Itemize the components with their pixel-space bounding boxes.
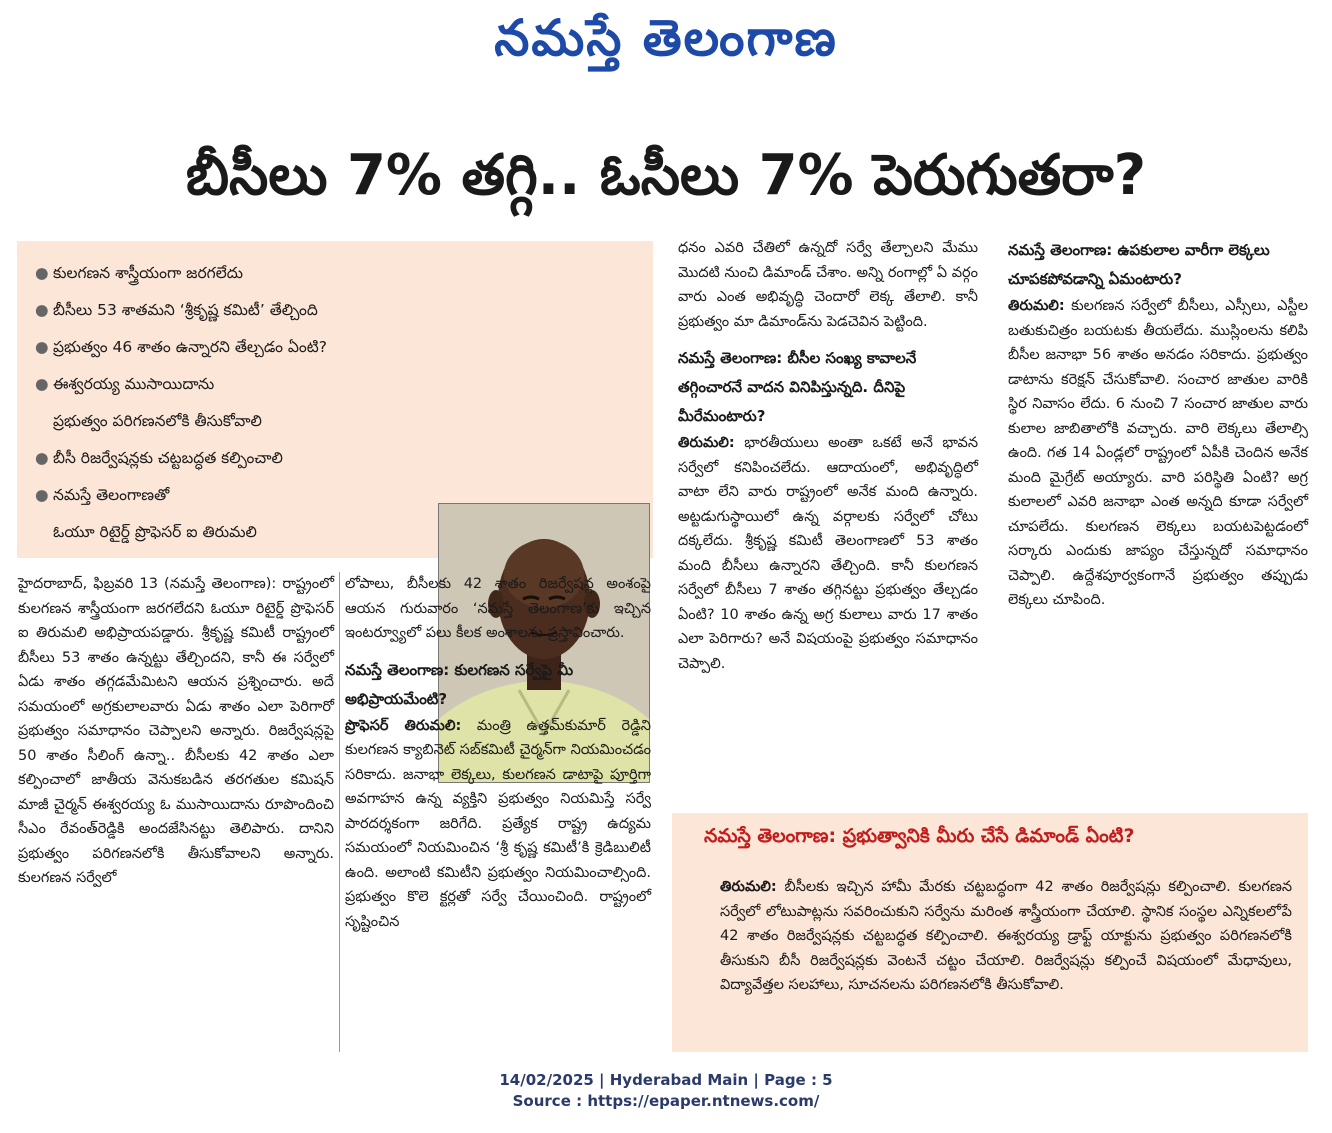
bullet-icon: ● [35,338,49,356]
bullet-icon: ● [35,301,49,319]
article-column-2 [345,572,651,934]
interview-question: నమస్తే తెలంగాణ: ప్రభుత్వానికి మీరు చేసే డిమాండ్ ఏంటి? [704,825,1135,847]
interview-answer: తిరుమలి: బీసీలకు ఇచ్చిన హామీ మేరకు చట్టబద్ధంగా 42 శాతం రిజర్వేషన్లు కల్పించాలి. కులగణన సర్వేలో లోటుపాట్లను సవరించుకుని సర్వేను మరింత శాస్త్రీయంగా చేయాలి. స్థానిక సంస్థల ఎన్నికలలోపే 42 శాతం రిజర్వేషన్లకు చట్టబద్ధత కల్పించాలి. ఈశ్వరయ్య డ్రాఫ్ట్ యాక్టును ప్రభుత్వం పరిగణనలోకి తీసుకుని బీసీ రిజర్వేషన్లకు వెంటనే చట్టం చేయాలి. రిజర్వేషన్లు కల్పించే విషయంలో మేధావులు, విద్యావేత్తల సలహాలు, సూచనలను పరిగణనలోకి తీసుకోవాలి. [720,879,1292,993]
highlight-item: ● ప్రభుత్వం 46 శాతం ఉన్నారని తేల్చడం ఏంటి? [31,329,423,366]
bullet-icon: ● [35,449,49,467]
page-footer [0,1070,1332,1112]
bullet-icon: ● [35,264,49,282]
edition-info: 14/02/2025 | Hyderabad Main | Page : 5 [499,1071,833,1089]
interview-answer: తిరుమలి: కులగణన సర్వేలో బీసీలు, ఎస్సీలు, ఎస్టీల బతుకుచిత్రం బయటకు తీయలేదు. ముస్లింలను కలిపి బీసీల జనాభా 56 శాతం అనడం సరికాదు. ప్రభుత్వం డాటాను కరెక్షన్ చేసుకోవాలి. సంచార జాతుల వారికి స్థిర నివాసం లేదు. 6 నుంచి 7 సంచార జాతుల వారు కులాల జాబితాలోకి వచ్చారు. వారి లెక్కలు తేలాల్సి ఉంది. గత 14 ఏండ్లలో రాష్ట్రంలో ఏపీకి చెందిన అనేక మంది మైగ్రేట్ అయ్యారు. వారి పరిస్థితి ఏంటి? అగ్ర కులాలలో ఎవరి జనాభా ఎంత అన్నది కూడా సర్వేలో చూపలేదు. కులగణన లెక్కలు బయటపెట్టడంలో సర్కారు ఎందుకు జాప్యం చేస్తున్నదో సమాధానం చెప్పాలి. ఉద్దేశపూర్వకంగానే ప్రభుత్వం తప్పుడు లెక్కలు చూపింది. [1008,298,1308,608]
demand-box [672,813,1308,1052]
highlight-item: ● ఈశ్వరయ్య ముసాయిదాను ప్రభుత్వం పరిగణనలోకి తీసుకోవాలి [31,366,423,440]
speaker-label: ప్రొఫెసర్ తిరుమలి: [345,717,462,734]
interview-question: నమస్తే తెలంగాణ: కులగణన సర్వేపై మీ అభిప్రాయమేంటి? [345,660,574,708]
bullet-icon: ● [35,375,49,393]
interview-answer: తిరుమలి: భారతీయులు అంతా ఒకటే అనే భావన సర్వేలో కనిపించలేదు. ఆదాయంలో, అభివృద్ధిలో వాటా లేని వారు రాష్ట్రంలో అనేక మంది ఉన్నారు. అట్టడుగుస్థాయిలో ఉన్న వర్గాలకు సర్వేలో చోటు దక్కలేదు. శ్రీకృష్ణ కమిటీ తెలంగాణలో 53 శాతం మంది బీసీలు ఉన్నారని తేల్చింది. కానీ కులగణన సర్వేలో బీసీలు 7 శాతం తగ్గినట్టు ప్రభుత్వం తేల్చడం ఏంటి? 10 శాతం ఉన్న అగ్ర కులాలు వారు 17 శాతం ఎలా పెరిగారు? అనే విషయంపై ప్రభుత్వం సమాధానం చెప్పాలి. [678,435,979,672]
article-headline: బీసీలు 7% తగ్గి.. ఓసీలు 7% పెరుగుతరా? [185,143,1147,208]
speaker-label: తిరుమలి: [720,879,777,895]
column-divider [339,572,340,1052]
highlights-box [17,241,653,558]
article-column-4 [1008,236,1308,613]
highlight-item: ● నమస్తే తెలంగాణతో ఓయూ రిటైర్డ్ ప్రొఫెసర్ ఐ తిరుమలి [31,477,423,551]
masthead-logo: నమస్తే తెలంగాణ [494,8,838,67]
highlight-item: ● కులగణన శాస్త్రీయంగా జరగలేదు [31,255,423,292]
highlights-list [31,255,423,551]
article-column-1 [18,572,334,891]
interview-answer: ప్రొఫెసర్ తిరుమలి: మంత్రి ఉత్తమ్‌కుమార్ రెడ్డిని కులగణన క్యాబినెట్ సబ్‌కమిటీ చైర్మన్‌గా నియమించడం సరికాదు. జనాభా లెక్కలు, కులగణన డాటాపై పూర్తిగా అవగాహన ఉన్న వ్యక్తిని ప్రభుత్వం నియమిస్తే సర్వే పారదర్శకంగా జరిగేది. ప్రత్యేక రాష్ట్ర ఉద్యమ సమయంలో నియమించిన ‘శ్రీ కృష్ణ కమిటీ’కి క్రెడిబులిటీ ఉంది. అలాంటి కమిటీని ప్రభుత్వం నియమించాల్సింది. ప్రభుత్వం కొలె క్టర్లతో సర్వే చేయించింది. రాష్ట్రంలో సృష్టించిన [345,717,651,930]
interview-question: నమస్తే తెలంగాణ: బీసీల సంఖ్య కావాలనే తగ్గించారనే వాదన వినిపిస్తున్నది. దీనిపై మీరేమంటారు? [678,349,917,425]
interview-question: నమస్తే తెలంగాణ: ఉపకులాల వారీగా లెక్కలు చూపకపోవడాన్ని ఏమంటారు? [1008,241,1270,288]
speaker-label: తిరుమలి: [678,435,735,451]
bullet-icon: ● [35,486,49,504]
highlight-item: ● బీసీలు 53 శాతమని ‘శ్రీకృష్ణ కమిటీ’ తేల్చింది [31,292,423,329]
highlight-item: ● బీసీ రిజర్వేషన్లకు చట్టబద్ధత కల్పించాలి [31,440,423,477]
article-paragraph: లోపాలు, బీసీలకు 42 శాతం రిజర్వేషన్ల అంశంపై ఆయన గురువారం ‘నమస్తే తెలంగాణ’కు ఇచ్చిన ఇంటర్వ్యూలో పలు కీలక అంశాలను ప్రస్తావించారు. [345,576,651,641]
article-column-3 [678,236,978,676]
article-paragraph: ధనం ఎవరి చేతిలో ఉన్నదో సర్వే తేల్చాలని మేము మొదటి నుంచి డిమాండ్ చేశాం. అన్ని రంగాల్లో ఏ వర్గం వారు ఎంత అభివృద్ధి చెందారో లెక్క తేలాలి. కానీ ప్రభుత్వం మా డిమాండ్‌ను పెడచెవిన పెట్టింది. [678,240,978,330]
source-link[interactable]: Source : https://epaper.ntnews.com/ [512,1092,820,1110]
speaker-label: తిరుమలి: [1008,298,1065,314]
article-lead: హైదరాబాద్, ఫిబ్రవరి 13 (నమస్తే తెలంగాణ): రాష్ట్రంలో కులగణన శాస్త్రీయంగా జరగలేదని ఓయూ రిటైర్డ్ ప్రొఫెసర్ ఐ తిరుమలి అభిప్రాయపడ్డారు. శ్రీకృష్ణ కమిటీ రాష్ట్రంలో బీసీలు 53 శాతం ఉన్నట్టు తేల్చిందని, కానీ ఈ సర్వేలో ఏడు శాతం తగ్గడమేమిటని ఆయన ప్రశ్నించారు. అదే సమయంలో అగ్రకులాలవారు ఏడు శాతం ఎలా పెరిగారో ప్రభుత్వం సమాధానం చెప్పాలని అన్నారు. రిజర్వేషన్లపై 50 శాతం సీలింగ్ ఉన్నా.. బీసీలకు 42 శాతం ఎలా కల్పించాలో జాతీయ వెనుకబడిన తరగతుల కమిషన్ మాజీ చైర్మన్ ఈశ్వరయ్య ఓ ముసాయిదాను రూపొందించి సీఎం రేవంత్‌రెడ్డికి అందజేసినట్టు తెలిపారు. దానిని ప్రభుత్వం పరిగణనలోకి తీసుకోవాలని అన్నారు. కులగణన సర్వేలో [18,576,334,886]
